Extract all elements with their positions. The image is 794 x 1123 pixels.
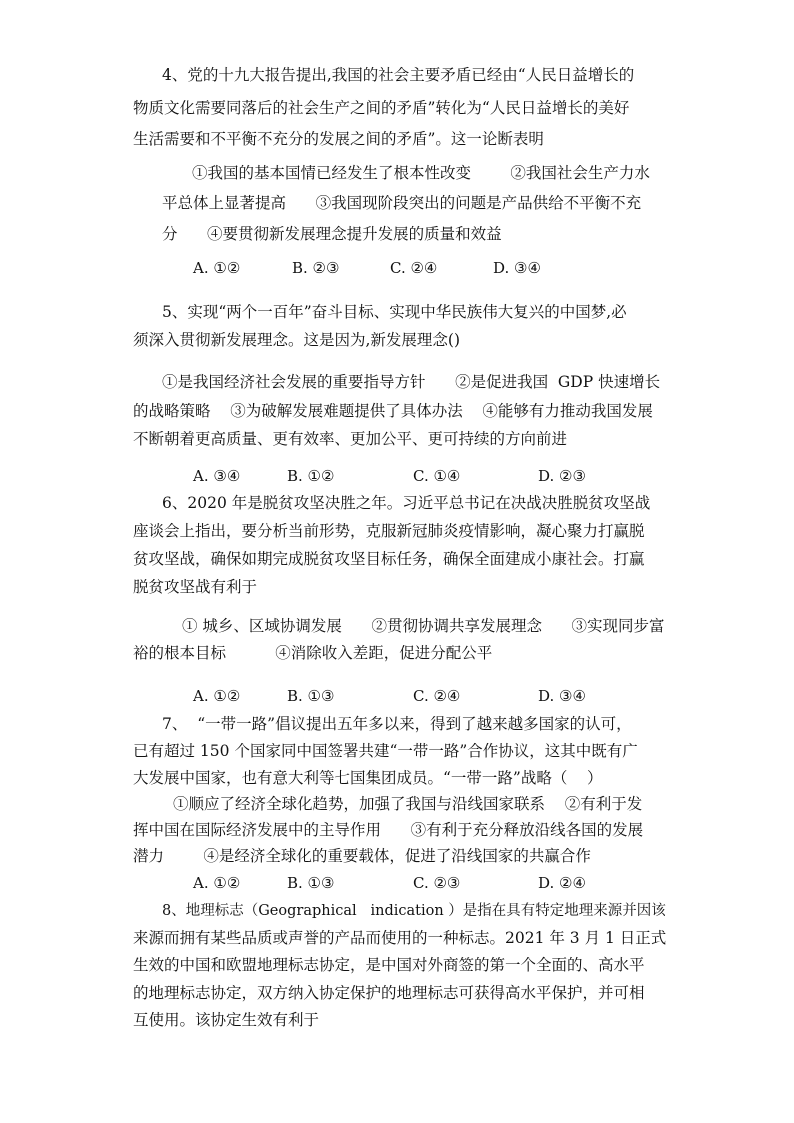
q8-stem-line-2: 来源而拥有某些品质或声誉的产品而使用的一种标志。2021 年 3 月 1 日正式 (133, 929, 667, 947)
q6-statement-line-1: ① 城乡、区域协调发展 ②贯彻协调共享发展理念 ③实现同步富 (182, 617, 665, 635)
q4-statement-line-2: 平总体上显著提高 ③我国现阶段突出的问题是产品供给不平衡不充 (162, 194, 642, 212)
q5-statement-line-3: 不断朝着更高质量、更有效率、更加公平、更可持续的方向前进 (133, 430, 568, 448)
q8-stem-line-4: 的地理标志协定，双方纳入协定保护的地理标志可获得高水平保护，并可相 (133, 984, 645, 1002)
q7-option-c: C. ②③ (413, 874, 461, 892)
q7-options (0, 873, 794, 893)
q5-option-b: B. ①② (287, 467, 335, 485)
q6-option-c: C. ②④ (413, 687, 461, 705)
q5-stem-line-2: 须深入贯彻新发展理念。这是因为,新发展理念() (133, 331, 461, 349)
q5-option-c: C. ①④ (413, 467, 461, 485)
q6-option-b: B. ①③ (287, 687, 335, 705)
q4-stem-line-3: 生活需要和不平衡不充分的发展之间的矛盾”。这一论断表明 (133, 130, 544, 148)
q6-option-d: D. ③④ (538, 687, 586, 705)
q6-option-a: A. ①② (193, 687, 241, 705)
q7-stem-line-2: 已有超过 150 个国家同中国签署共建“一带一路”合作协议，这其中既有广 (133, 742, 638, 760)
q8-stem-line-3: 生效的中国和欧盟地理标志协定，是中国对外商签的第一个全面的、高水平 (133, 956, 645, 974)
q4-option-a: A. ①② (193, 259, 241, 277)
q4-statement-line-3: 分 ④要贯彻新发展理念提升发展的质量和效益 (162, 225, 502, 243)
q4-option-c: C. ②④ (390, 259, 438, 277)
q7-stem-line-1: 7、 “一带一路”倡议提出五年多以来，得到了越来越多国家的认可， (162, 715, 632, 733)
q6-stem-line-4: 脱贫攻坚战有利于 (133, 578, 258, 596)
q5-options (0, 466, 794, 486)
q5-stem-line-1: 5、实现“两个一百年”奋斗目标、实现中华民族伟大复兴的中国梦,必 (162, 303, 627, 321)
q5-option-a: A. ③④ (193, 467, 241, 485)
q4-option-b: B. ②③ (292, 259, 340, 277)
q6-stem-line-3: 贫攻坚战，确保如期完成脱贫攻坚目标任务，确保全面建成小康社会。打赢 (133, 550, 645, 568)
q4-statement-line-1: ①我国的基本国情已经发生了根本性改变 ②我国社会生产力水 (192, 164, 650, 182)
q8-stem-line-5: 互使用。该协定生效有利于 (133, 1011, 320, 1029)
q7-option-b: B. ①③ (287, 874, 335, 892)
q6-stem-line-1: 6、2020 年是脱贫攻坚决胜之年。习近平总书记在决战决胜脱贫攻坚战 (162, 494, 651, 512)
q4-options (0, 258, 794, 278)
q6-options (0, 686, 794, 706)
q7-statement-line-3: 潜力 ④是经济全球化的重要载体，促进了沿线国家的共赢合作 (133, 847, 591, 865)
q7-option-a: A. ①② (193, 874, 241, 892)
q8-stem-line-1: 8、地理标志（Geographical indication ）是指在具有特定地理来源并因该 (162, 903, 666, 919)
q4-stem-line-2: 物质文化需要同落后的社会生产之间的矛盾”转化为“人民日益增长的美好 (133, 99, 630, 117)
q7-statement-line-1: ①顺应了经济全球化趋势，加强了我国与沿线国家联系 ②有利于发 (173, 795, 643, 813)
q6-stem-line-2: 座谈会上指出，要分析当前形势，克服新冠肺炎疫情影响，凝心聚力打赢脱 (133, 522, 645, 540)
q7-option-d: D. ②④ (538, 874, 586, 892)
q5-statement-line-1: ①是我国经济社会发展的重要指导方针 ②是促进我国 GDP 快速增长 (162, 373, 661, 391)
q4-stem-line-1: 4、党的十九大报告提出,我国的社会主要矛盾已经由“人民日益增长的 (162, 66, 635, 84)
q5-statement-line-2: 的战略策略 ③为破解发展难题提供了具体办法 ④能够有力推动我国发展 (133, 402, 653, 420)
q7-statement-line-2: 挥中国在国际经济发展中的主导作用 ③有利于充分释放沿线各国的发展 (133, 821, 644, 839)
q5-option-d: D. ②③ (538, 467, 586, 485)
q7-stem-line-3: 大发展中国家，也有意大利等七国集团成员。“一带一路”战略（ ） (133, 769, 603, 787)
q4-option-d: D. ③④ (493, 259, 541, 277)
q6-statement-line-2: 裕的根本目标 ④消除收入差距，促进分配公平 (133, 644, 493, 662)
